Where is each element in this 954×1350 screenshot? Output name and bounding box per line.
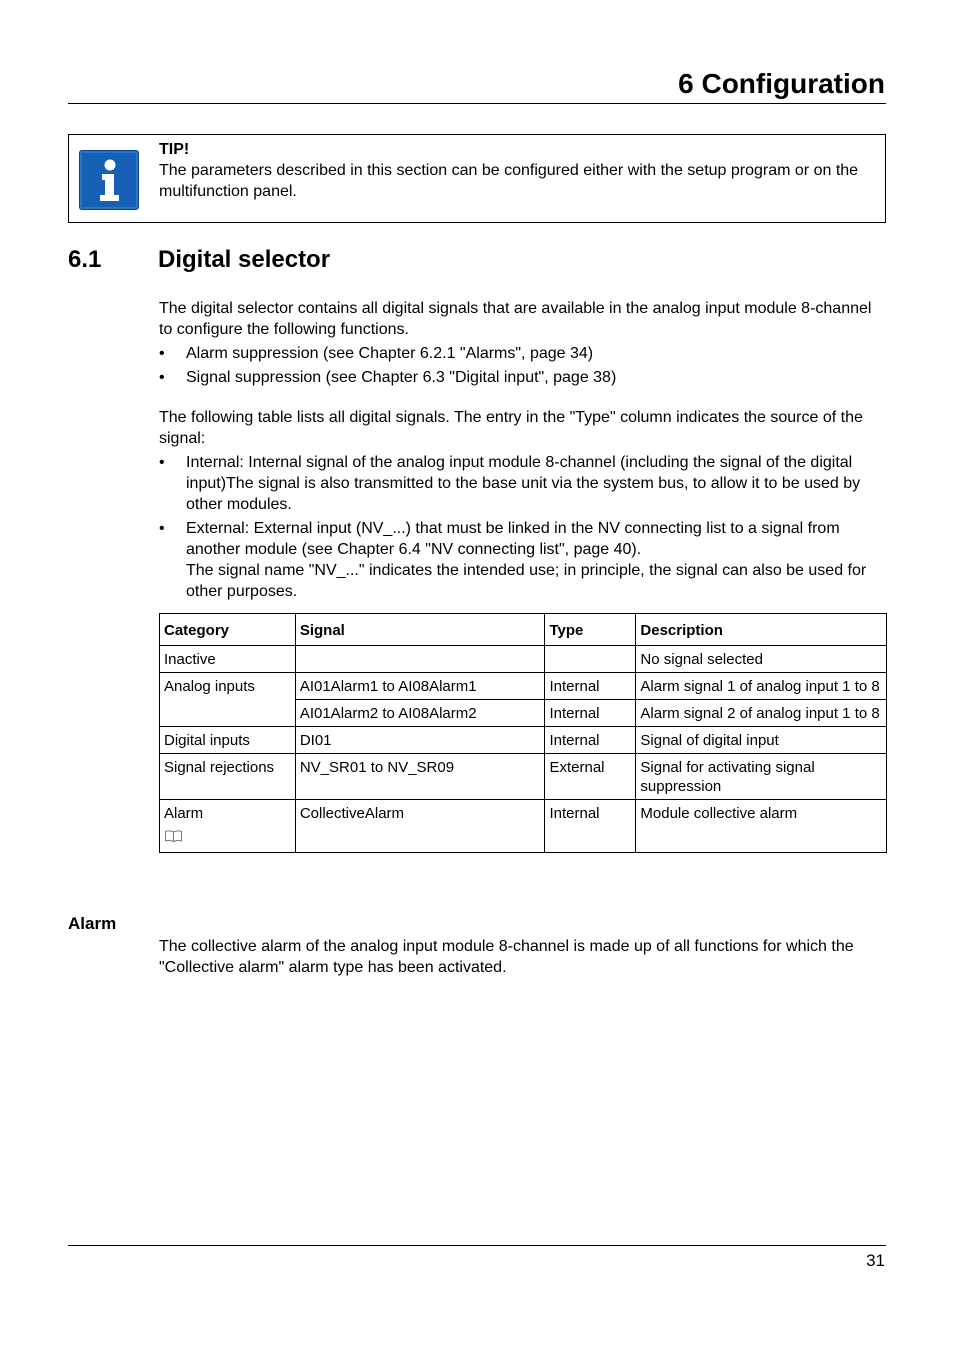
column-header-type: Type (545, 614, 636, 646)
alarm-paragraph: The collective alarm of the analog input module 8-channel is made up of all functions for which the "Collective alarm" alarm type has been activated. (159, 938, 854, 976)
cell-description: Signal of digital input (636, 727, 887, 754)
cell-signal: NV_SR01 to NV_SR09 (295, 754, 545, 800)
table-row (160, 727, 887, 754)
page-number: 31 (866, 1251, 885, 1270)
cell-category: Signal rejections (160, 754, 296, 800)
cell-description: No signal selected (636, 646, 887, 673)
bullet-glyph: • (159, 345, 165, 362)
cell-category: Analog inputs (160, 673, 296, 727)
cell-signal: DI01 (295, 727, 545, 754)
chapter-title: 6 Configuration (678, 68, 885, 99)
table-header-row (160, 614, 887, 646)
column-header-signal: Signal (295, 614, 545, 646)
function-list (159, 343, 887, 388)
list-item: • External: External input (NV_...) that must be linked in the NV connecting list to a signal from another module (see Chapter 6.4 "NV connecting list", page 40). The signal name "NV_..." indicates the intended use; in principle, the signal can also be used for other purposes. (159, 520, 867, 600)
cell-signal: CollectiveAlarm (295, 800, 545, 853)
book-icon[interactable] (164, 829, 183, 848)
cell-description: Module collective alarm (636, 800, 887, 853)
cell-description: Signal for activating signal suppression (636, 754, 887, 800)
table-row (160, 800, 887, 853)
tip-label: TIP! (159, 141, 190, 158)
table-row (160, 673, 887, 700)
digital-signals-table (159, 613, 887, 853)
cell-type: External (545, 754, 636, 800)
cell-type (545, 646, 636, 673)
bullet-glyph: • (159, 369, 165, 386)
cell-signal: AI01Alarm1 to AI08Alarm1 (295, 673, 545, 700)
list-item: • Alarm suppression (see Chapter 6.2.1 "Alarms", page 34) (159, 345, 594, 362)
bullet-glyph: • (159, 454, 165, 471)
intro-block (159, 298, 887, 388)
info-icon (79, 150, 139, 210)
column-header-description: Description (636, 614, 887, 646)
table-row (160, 754, 887, 800)
table-row (160, 646, 887, 673)
type-list (159, 452, 887, 602)
cell-signal: AI01Alarm2 to AI08Alarm2 (295, 700, 545, 727)
list-item: • Internal: Internal signal of the analog input module 8-channel (including the signal of the digital input)The signal is also transmitted to the base unit via the system bus, to allow it to be used by other modules. (159, 454, 861, 513)
section-title: Digital selector (158, 246, 331, 273)
cell-type: Internal (545, 673, 636, 700)
tip-box (68, 134, 886, 223)
intro-paragraph: The digital selector contains all digital signals that are available in the analog input module 8-channel to configure the following functions. (159, 300, 872, 338)
cell-category: Alarm (160, 800, 296, 853)
alarm-heading: Alarm (68, 914, 117, 933)
cell-category: Inactive (160, 646, 296, 673)
section-number: 6.1 (68, 246, 102, 273)
cell-type: Internal (545, 700, 636, 727)
footer-rule (68, 1245, 886, 1246)
cell-type: Internal (545, 800, 636, 853)
cell-type: Internal (545, 727, 636, 754)
types-block (159, 407, 887, 602)
cell-description: Alarm signal 2 of analog input 1 to 8 (636, 700, 887, 727)
cell-signal (295, 646, 545, 673)
column-header-category: Category (160, 614, 296, 646)
cell-description: Alarm signal 1 of analog input 1 to 8 (636, 673, 887, 700)
cell-category: Digital inputs (160, 727, 296, 754)
type-note: The signal name "NV_..." indicates the intended use; in principle, the signal can also be used for other purposes. (186, 562, 867, 600)
section-heading (68, 244, 330, 276)
table-intro-paragraph: The following table lists all digital signals. The entry in the "Type" column indicates the source of the signal: (159, 409, 863, 447)
list-item: • Signal suppression (see Chapter 6.3 "Digital input", page 38) (159, 369, 617, 386)
header-rule (68, 103, 886, 104)
alarm-block (159, 936, 887, 978)
tip-text: The parameters described in this section can be configured either with the setup program or on the multifunction panel. (159, 162, 859, 200)
bullet-glyph: • (159, 520, 165, 537)
